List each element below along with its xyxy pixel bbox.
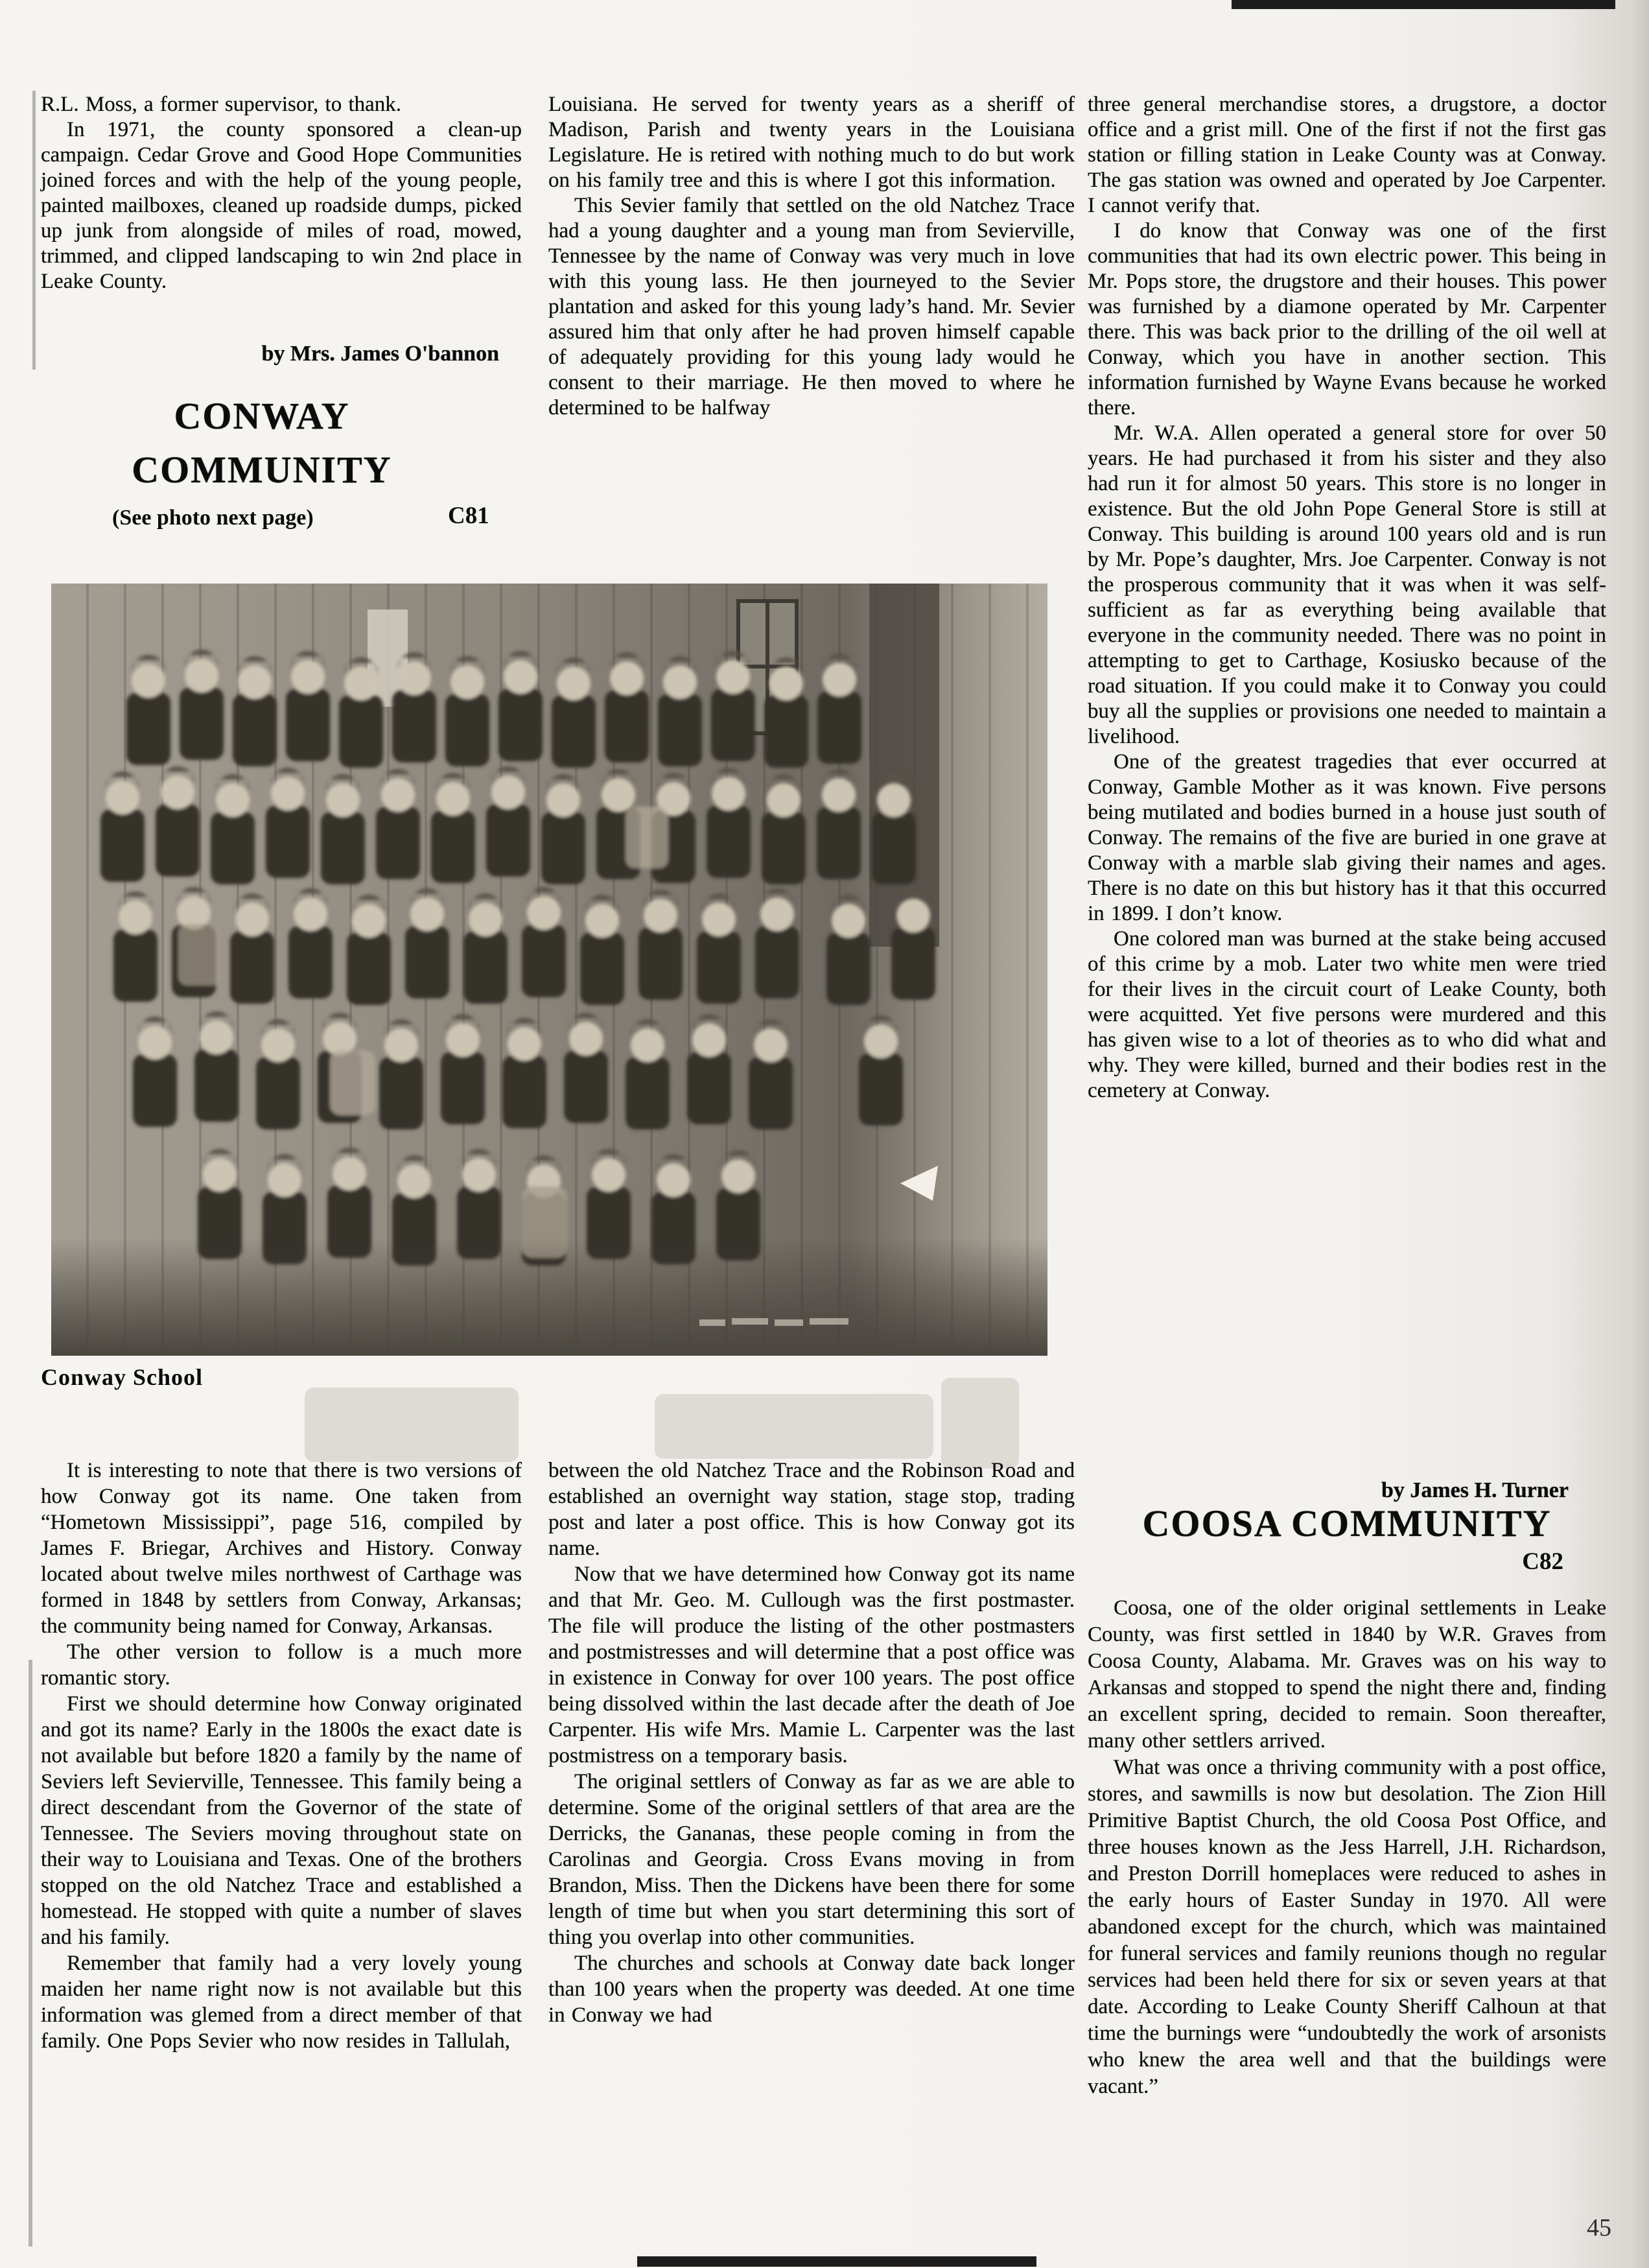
paragraph: three general merchandise stores, a drugstore, a doctor office and a grist mill. One of the first if not the first gas station or filling station in Leake County was at Conway. The gas station was owned and operated by Joe Carpenter. I cannot verify that.	[1088, 93, 1606, 217]
scan-smudge	[941, 1378, 1019, 1469]
conway-section-code: C81	[448, 502, 489, 529]
coosa-heading-block	[1088, 1502, 1606, 1576]
scan-artifact-top-bar	[1232, 0, 1615, 9]
byline-obannon: by Mrs. James O'bannon	[261, 342, 499, 366]
paragraph: The churches and schools at Conway date back longer than 100 years when the property was deeded. At one time in Conway we had	[548, 1952, 1075, 2027]
paragraph: Remember that family had a very lovely young maiden her name right now is not available but this information was glemed from a direct member of that family. One Pops Sevier who now resides in Tallulah,	[41, 1952, 522, 2053]
scan-artifact-bottom-bar	[637, 2256, 1036, 2267]
page-number: 45	[1587, 2214, 1611, 2241]
coosa-text	[1088, 1595, 1606, 2100]
scan-gutter-shadow-top	[32, 91, 36, 370]
paragraph: This Sevier family that settled on the old Natchez Trace had a young daughter and a young man from Sevierville, Tennessee by the name of Conway was very much in love with this young lass. He then journeyed to the Sevier plantation and asked for this young lady’s hand. Mr. Sevier assured him that only after he had proven himself capable of adequately providing for this young lady would he consent to their marriage. He then moved to where he determined to be halfway	[548, 194, 1075, 419]
middle-column-bottom-text	[548, 1458, 1075, 2028]
paragraph: Mr. W.A. Allen operated a general store for over 50 years. He had purchased it from his sister and they also had run it for almost 50 years. This store is no longer in existence. But the old John Pope General Store is still at Conway. This building is around 100 years old and is run by Mr. Pope’s daughter, Mrs. Joe Carpenter. Conway is not the prosperous community that it was when it was self-sufficient as far as everything being available that everyone in the community needed. There was no point in attempting to get to Carthage, Kosiusko because of the road situation. If you could make it to Conway you could buy all the supplies or provisions one needed to maintain a livelihood.	[1088, 421, 1606, 748]
conway-heading-line2: COMMUNITY	[132, 449, 392, 491]
photo-caption: Conway School	[41, 1364, 204, 1390]
left-column-top-text	[41, 92, 522, 294]
conway-heading-block	[41, 394, 522, 550]
conway-heading-line1: CONWAY	[174, 395, 350, 437]
paragraph: One of the greatest tragedies that ever occurred at Conway, Gamble Mother as it was known. Five persons being mutilated and bodies burned in a house just south of Conway. The remains of the five are buried in one grave at Conway with a marble slab giving their names and ages. There is no date on this but history has it that this occurred in 1899. I don’t know.	[1088, 750, 1606, 925]
paragraph: I do know that Conway was one of the first communities that had its own electric power. This being in Mr. Pops store, the drugstore and their houses. This power was furnished by a diamone operated by Mr. Carpenter there. This was back prior to the drilling of the oil well at Conway, which you have in another section. This information furnished by Wayne Evans because he worked there.	[1088, 219, 1606, 419]
conway-school-photo	[51, 584, 1047, 1356]
byline-turner: by James H. Turner	[1381, 1478, 1569, 1502]
paragraph: The original settlers of Conway as far as we are able to determine. Some of the original settlers of that area are the Derricks, the Gananas, these people coming in from the Carolinas and Georgia. Cross Evans moving in from Brandon, Miss. Then the Dickens have been there for some length of time but when you start determining this sort of thing you overlap into other communities.	[548, 1770, 1075, 1949]
paragraph: First we should determine how Conway originated and got its name? Early in the 1800s the exact date is not available but before 1820 a family by the name of Seviers left Sevierville, Tennessee. This family being a direct descendant from the Governor of the state of Tennessee. The Seviers moving throughout state on their way to Louisiana and Texas. One of the brothers stopped on the old Natchez Trace and established a homestead. He stopped with quite a number of slaves and his family.	[41, 1692, 522, 1949]
coosa-heading-title: COOSA COMMUNITY	[1142, 1502, 1552, 1544]
coosa-section-code: C82	[1522, 1548, 1563, 1575]
paragraph: Now that we have determined how Conway got its name and that Mr. Geo. M. Cullough was the first postmaster. The file will produce the listing of the other postmasters and postmistresses and will determine that a post office was in existence in Conway for over 100 years. The post office being dissolved within the last decade after the death of Joe Carpenter. His wife Mrs. Mamie L. Carpenter was the last postmistress on a temporary basis.	[548, 1563, 1075, 1767]
scan-smudge	[655, 1394, 933, 1459]
scan-gutter-shadow-bottom	[29, 1660, 32, 2247]
paragraph: It is interesting to note that there is two versions of how Conway got its name. One taken from “Hometown Mississippi”, page 516, compiled by James F. Briegar, Archives and History. Conway located about twelve miles northwest of Carthage was formed in 1848 by settlers from Conway, Arkansas; the community being named for Conway, Arkansas.	[41, 1459, 522, 1638]
paragraph: What was once a thriving community with a post office, stores, and sawmills is now but desolation. The Zion Hill Primitive Baptist Church, the old Coosa Post Office, and three houses known as the Jess Harrell, J.H. Richardson, and Preston Dorrill homeplaces were reduced to ashes in the early hours of Easter Sunday in 1970. All were abandoned except for the church, which was maintained for funeral services and family reunions though no regular services had been held there for six or seven years at that date. According to Leake County Sheriff Calhoun at that time the burnings were “undoubtedly the work of arsonists who knew the area well and that the buildings were vacant.”	[1088, 1756, 1606, 2098]
paragraph: between the old Natchez Trace and the Robinson Road and established an overnight way station, stage stop, trading post and later a post office. This is how Conway got its name.	[548, 1459, 1075, 1560]
paragraph: Louisiana. He served for twenty years as a sheriff of Madison, Parish and twenty years in the Louisiana Legislature. He is retired with nothing much to do but work on his family tree and this is where I got this information.	[548, 93, 1075, 192]
paragraph: R.L. Moss, a former supervisor, to thank.	[41, 93, 402, 116]
paragraph: One colored man was burned at the stake being accused of this crime by a mob. Later two white men were tried for their lives in the circuit court of Leake County, both were acquitted. Yet five persons were murdered and this has given wise to a lot of theories as to who did what and why. They were killed, burned and their bodies rest in the cemetery at Conway.	[1088, 927, 1606, 1102]
paragraph: The other version to follow is a much more romantic story.	[41, 1640, 522, 1690]
scan-smudge	[305, 1388, 519, 1462]
paragraph: In 1971, the county sponsored a clean-up campaign. Cedar Grove and Good Hope Communities joined forces and with the help of the young people, painted mailboxes, cleaned up roadside dumps, picked up junk from alongside of miles of road, mowed, trimmed, and clipped landscaping to win 2nd place in Leake County.	[41, 118, 522, 293]
middle-column-top-text	[548, 92, 1075, 421]
paragraph: Coosa, one of the older original settlements in Leake County, was first settled in 1840 by W.R. Graves from Coosa County, Alabama. Mr. Graves was on his way to Arkansas and stopped to spend the night there and, finding an excellent spring, decided to remain. Soon thereafter, many other settlers arrived.	[1088, 1596, 1606, 1753]
right-column-text	[1088, 92, 1606, 1104]
left-column-bottom-text	[41, 1458, 522, 2054]
conway-heading-subtitle: (See photo next page)	[112, 506, 314, 530]
